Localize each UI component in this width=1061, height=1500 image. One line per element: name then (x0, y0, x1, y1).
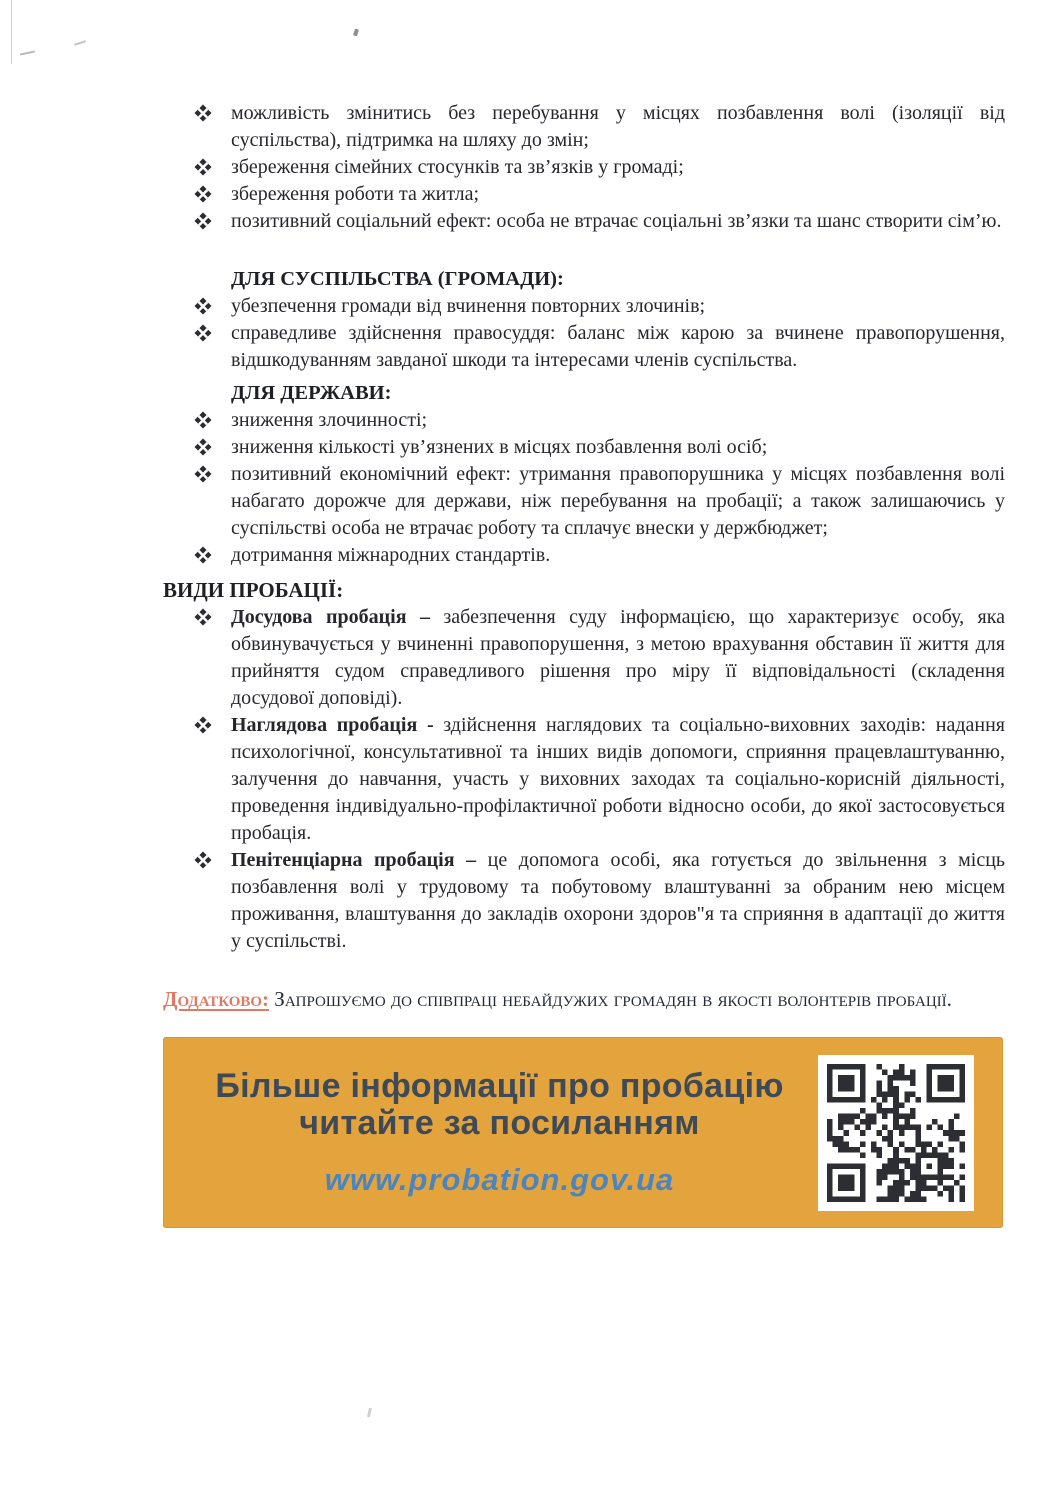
list-item: дотримання міжнародних стандартів. (163, 542, 1005, 569)
additional-note (163, 984, 1005, 1014)
banner-line-1: Більше інформації про пробацію (215, 1066, 784, 1105)
list-item: збереження роботи та житла; (163, 181, 1005, 208)
list-item: можливість змінитись без перебування у місцях позбавлення волі (ізоляції від суспільства), підтримка на шляху до змін; (163, 100, 1005, 154)
section-heading-state: ДЛЯ ДЕРЖАВИ: (231, 382, 392, 404)
benefits-society-list (163, 293, 1005, 374)
term-definition: здійснення наглядових та соціально-виховних заходів: надання психологічної, консультативної та інших видів допомоги, сприяння працевлаштуванню, залучення до навчання, участь у виховних заходах та соціально-корисній діяльності, проведення індивідуально-профілактичної роботи відносно особи, до якої застосовується пробація. (231, 714, 1006, 844)
term-definition: це допомога особі, яка готується до звільнення з місць позбавлення волі у трудовому та побутовому влаштуванні за обраним нею місцем проживання, влаштування до закладів охорони здоров"я та сприяння в адаптації до життя у суспільстві. (231, 849, 1006, 952)
additional-text: Запрошуємо до співпраці небайдужих громадян в якості волонтерів пробації. (274, 987, 952, 1011)
list-item (163, 712, 1005, 847)
info-banner (163, 1037, 1003, 1228)
term-label: Досудова пробація – (231, 606, 430, 628)
qr-code (818, 1055, 974, 1211)
list-item: справедливе здійснення правосуддя: баланс між карою за вчинене правопорушення, відшкодуванням завданої шкоди та інтересами членів суспільства. (163, 320, 1005, 374)
scan-artifact (74, 40, 86, 46)
banner-url: www.probation.gov.ua (324, 1161, 675, 1197)
additional-label: Додатково: (163, 987, 270, 1011)
list-item: зниження кількості ув’язнених в місцях позбавлення волі осіб; (163, 434, 1005, 461)
benefits-person-list (163, 100, 1005, 235)
list-item (163, 847, 1005, 955)
list-item: збереження сімейних стосунків та зв’язків у громаді; (163, 154, 1005, 181)
benefits-state-list (163, 407, 1005, 569)
term-label: Пенітенціарна пробація – (231, 849, 477, 871)
banner-line-2: читайте за посиланням (299, 1103, 700, 1142)
list-item: убезпечення громади від вчинення повторних злочинів; (163, 293, 1005, 320)
document-content (163, 0, 1005, 1228)
list-item: позитивний економічний ефект: утримання правопорушника у місцях позбавлення волі набагато дорожче для держави, ніж перебування на пробації; а також залишаючись у суспільстві особа не втрачає роботу та сплачує внески у держбюджет; (163, 461, 1005, 542)
scan-artifact (11, 0, 12, 64)
banner-text-block (163, 1068, 818, 1198)
term-label: Наглядова пробація - (231, 714, 434, 736)
list-item: зниження злочинності; (163, 407, 1005, 434)
term-definition: забезпечення суду інформацією, що характеризує особу, яка обвинувачується у вчиненні правопорушення, з метою врахування обставин її життя для прийняття судом справедливого рішення про міру її відповідальності (складення досудової доповіді). (231, 606, 1005, 709)
scan-artifact (367, 1408, 372, 1417)
section-heading-society: ДЛЯ СУСПІЛЬСТВА (ГРОМАДИ): (231, 268, 564, 290)
scan-artifact (20, 50, 35, 55)
list-item: позитивний соціальний ефект: особа не втрачає соціальні зв’язки та шанс створити сім’ю. (163, 208, 1005, 235)
section-heading-probation-types: ВИДИ ПРОБАЦІЇ: (163, 578, 344, 602)
list-item (163, 604, 1005, 712)
probation-types-list (163, 604, 1005, 955)
